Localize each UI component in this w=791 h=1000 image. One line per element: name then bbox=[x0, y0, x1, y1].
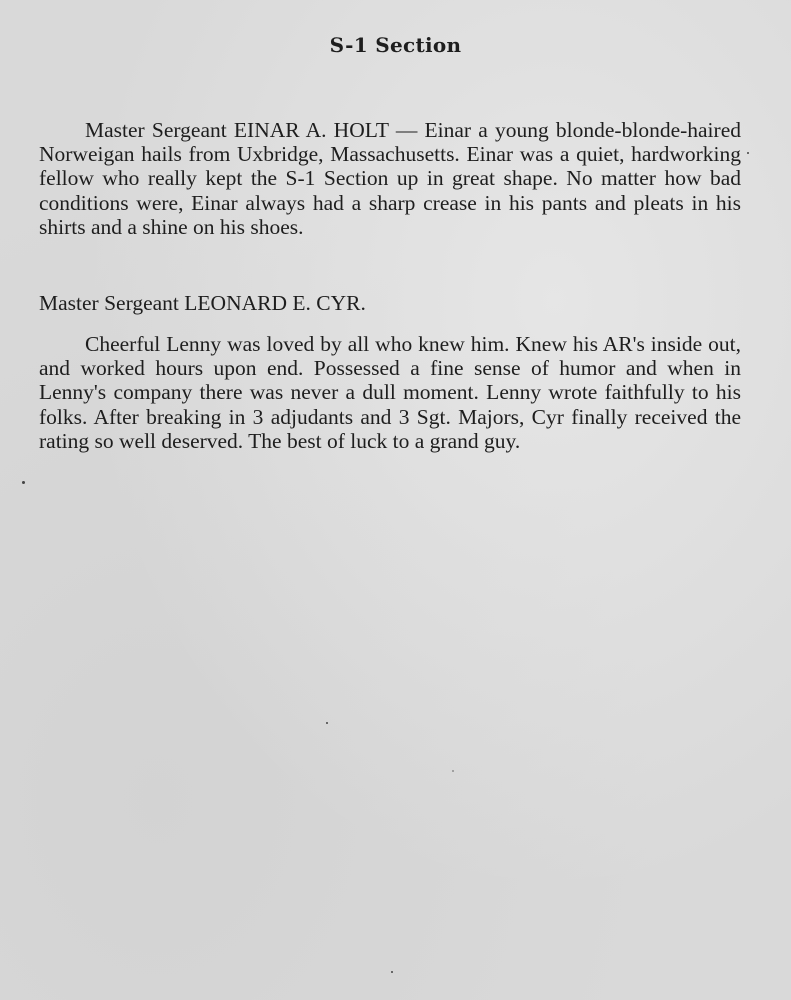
paper-speck bbox=[22, 481, 25, 484]
cyr-paragraph: Cheerful Lenny was loved by all who knew him. Knew his AR's inside out, and worked hours upon end. Possessed a fine sense of humor and when in Lenny's company there was never a dull moment. Lenny wrote faithfully to his folks. After breaking in 3 adjudants and 3 Sgt. Majors, Cyr finally received the rating so well deserved. The best of luck to a grand guy. bbox=[39, 332, 741, 453]
paper-speck bbox=[747, 152, 749, 154]
cyr-heading: Master Sergeant LEONARD E. CYR. bbox=[39, 291, 366, 315]
paper-speck bbox=[452, 770, 454, 772]
section-title: S-1 Section bbox=[329, 33, 462, 57]
holt-paragraph: Master Sergeant EINAR A. HOLT — Einar a young blonde-blonde-haired Norweigan hails from Uxbridge, Massachusetts. Einar was a quiet, hardworking fellow who really kept the S-1 Section up in great shape. No matter how bad conditions were, Einar always had a sharp crease in his pants and pleats in his shirts and a shine on his shoes. bbox=[39, 118, 741, 239]
paper-speck bbox=[326, 722, 328, 724]
paper-speck bbox=[391, 971, 393, 973]
